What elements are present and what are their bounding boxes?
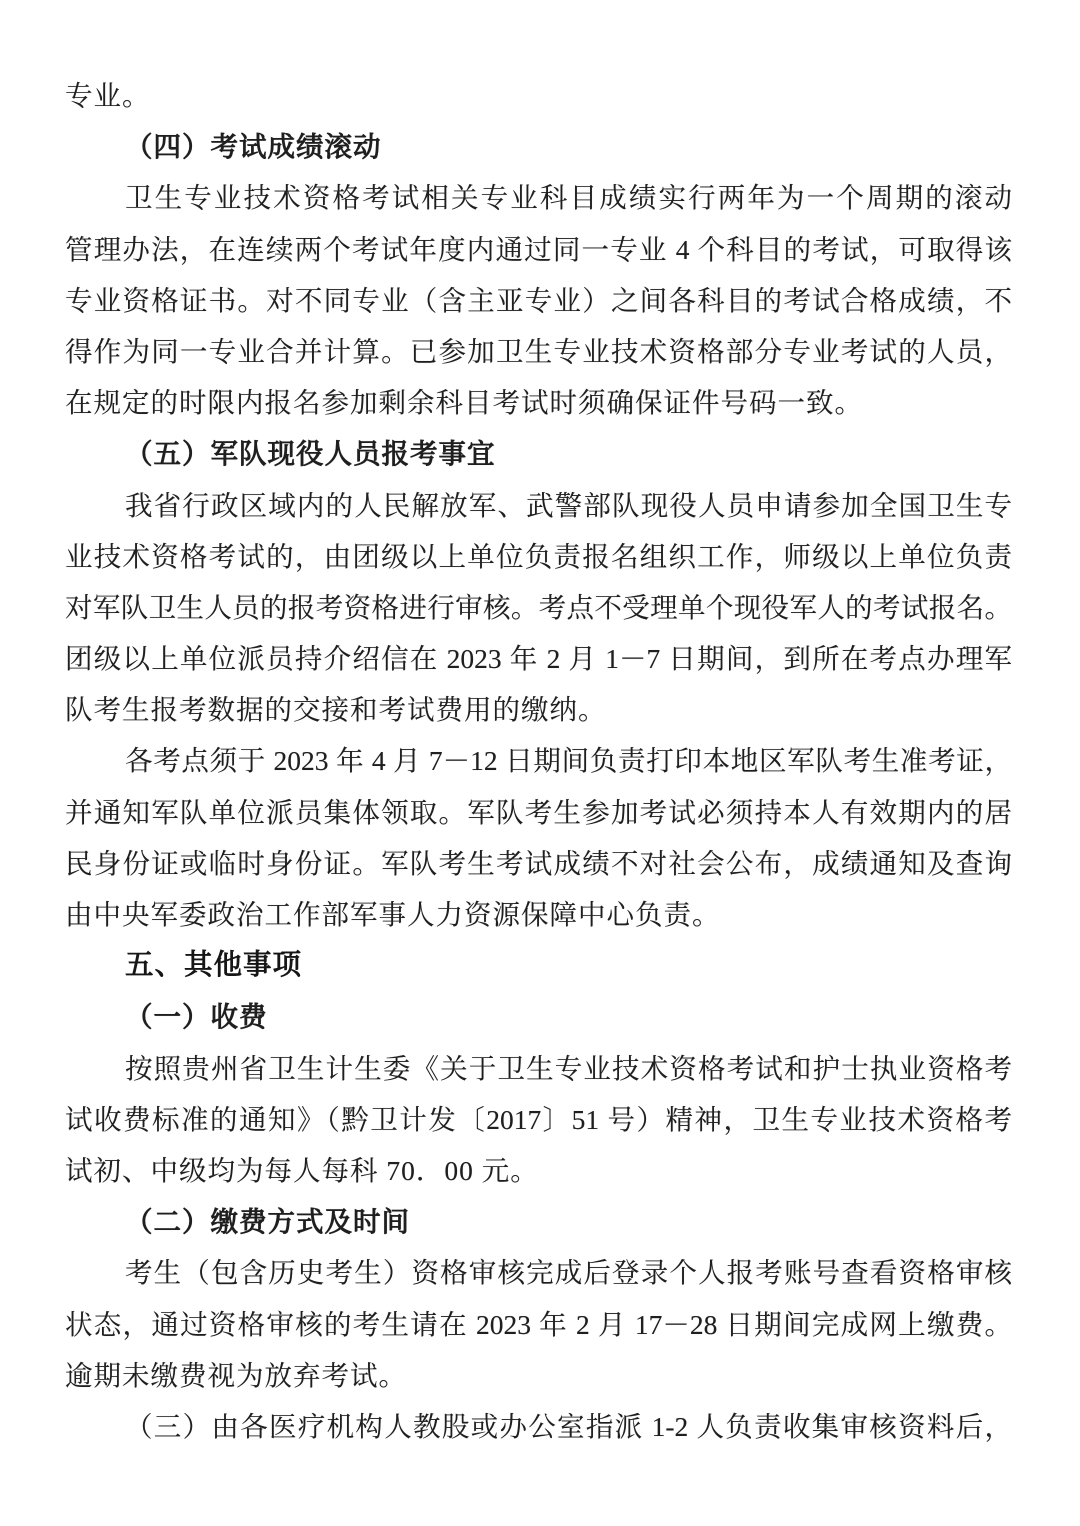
body-line: 专业资格证书。对不同专业（含主亚专业）之间各科目的考试合格成绩，不 [65, 284, 1012, 316]
body-line: 对军队卫生人员的报考资格进行审核。考点不受理单个现役军人的考试报名。 [65, 591, 1012, 623]
document-text-block [65, 70, 1012, 1452]
body-line: 卫生专业技术资格考试相关专业科目成绩实行两年为一个周期的滚动 [125, 182, 1012, 214]
body-line: 业技术资格考试的，由团级以上单位负责报名组织工作，师级以上单位负责 [65, 540, 1012, 572]
body-line: 各考点须于 2023 年 4 月 7－12 日期间负责打印本地区军队考生准考证， [125, 745, 1012, 777]
subsection-heading-1: （一）收费 [125, 1001, 268, 1033]
paragraph-end-line: 试初、中级均为每人每科 70．00 元。 [65, 1154, 539, 1186]
body-line: 管理办法，在连续两个考试年度内通过同一专业 4 个科目的考试，可取得该 [65, 233, 1012, 265]
body-line: 按照贵州省卫生计生委《关于卫生专业技术资格考试和护士执业资格考 [125, 1052, 1012, 1084]
body-line: 试收费标准的通知》（黔卫计发〔2017〕51 号）精神，卫生专业技术资格考 [65, 1103, 1012, 1135]
body-line: 状态，通过资格审核的考生请在 2023 年 2 月 17－28 日期间完成网上缴费。 [65, 1308, 1012, 1340]
paragraph-end-line: 专业。 [65, 80, 151, 111]
body-line: 得作为同一专业合并计算。已参加卫生专业技术资格部分专业考试的人员， [65, 335, 1012, 367]
paragraph-end-line: 队考生报考数据的交接和考试费用的缴纳。 [65, 694, 607, 726]
body-line: 团级以上单位派员持介绍信在 2023 年 2 月 1－7 日期间，到所在考点办理军 [65, 643, 1012, 675]
subsection-heading-2: （二）缴费方式及时间 [125, 1206, 410, 1238]
body-line: 民身份证或临时身份证。军队考生考试成绩不对社会公布，成绩通知及查询 [65, 847, 1012, 879]
paragraph-end-line: 逾期未缴费视为放弃考试。 [65, 1359, 407, 1391]
body-line: 并通知军队单位派员集体领取。军队考生参加考试必须持本人有效期内的居 [65, 796, 1012, 828]
subsection-heading-4: （四）考试成绩滚动 [125, 131, 382, 163]
body-line: （三）由各医疗机构人教股或办公室指派 1-2 人负责收集审核资料后， [125, 1410, 1012, 1442]
body-line: 考生（包含历史考生）资格审核完成后登录个人报考账号查看资格审核 [125, 1257, 1012, 1289]
section-heading-5: 五、其他事项 [125, 949, 303, 982]
paragraph-end-line: 在规定的时限内报名参加剩余科目考试时须确保证件号码一致。 [65, 387, 863, 419]
body-line: 我省行政区域内的人民解放军、武警部队现役人员申请参加全国卫生专 [125, 489, 1012, 521]
subsection-heading-5: （五）军队现役人员报考事宜 [125, 438, 496, 470]
paragraph-end-line: 由中央军委政治工作部军事人力资源保障中心负责。 [65, 899, 721, 930]
